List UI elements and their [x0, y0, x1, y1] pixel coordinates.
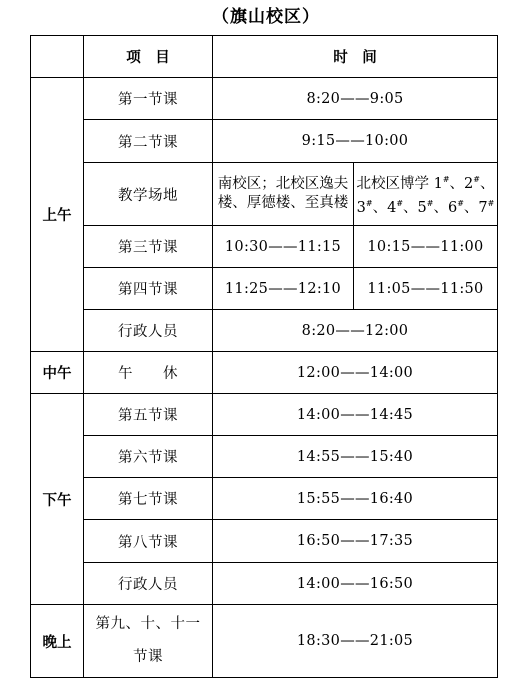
- time-cell: 12:00——14:00: [213, 352, 498, 394]
- item-cell: 第八节课: [84, 520, 213, 563]
- item-cell: 第五节课: [84, 394, 213, 436]
- item-cell: 第一节课: [84, 78, 213, 120]
- time-cell: 14:55——15:40: [213, 436, 498, 478]
- table-row: [31, 310, 498, 352]
- schedule-table: [30, 35, 498, 678]
- period-evening: 晚上: [31, 605, 84, 678]
- table-row: [31, 436, 498, 478]
- header-item: 项 目: [84, 36, 213, 78]
- table-row: [31, 120, 498, 163]
- item-cell: 第四节课: [84, 268, 213, 310]
- time-cell: 16:50——17:35: [213, 520, 498, 563]
- item-line-1: 第九、十、十一: [95, 616, 201, 632]
- item-line-2: 节课: [133, 649, 163, 665]
- item-cell: 第七节课: [84, 478, 213, 520]
- item-cell: 教学场地: [84, 163, 213, 226]
- table-row: [31, 478, 498, 520]
- period-afternoon: 下午: [31, 394, 84, 605]
- item-cell: 第三节课: [84, 226, 213, 268]
- item-cell: 第二节课: [84, 120, 213, 163]
- item-cell: 行政人员: [84, 310, 213, 352]
- time-cell: 9:15——10:00: [213, 120, 498, 163]
- location-north: 北校区博学 1#、2#、3#、4#、5#、6#、7#: [354, 163, 498, 226]
- time-cell: 14:00——14:45: [213, 394, 498, 436]
- table-row: [31, 163, 498, 226]
- table-row: [31, 563, 498, 605]
- time-cell: 15:55——16:40: [213, 478, 498, 520]
- table-row: [31, 226, 498, 268]
- time-cell-south: 10:30——11:15: [213, 226, 354, 268]
- item-cell: [84, 605, 213, 678]
- time-cell: 8:20——12:00: [213, 310, 498, 352]
- period-noon: 中午: [31, 352, 84, 394]
- time-cell: 14:00——16:50: [213, 563, 498, 605]
- table-row: [31, 605, 498, 678]
- item-cell: 行政人员: [84, 563, 213, 605]
- header-empty-cell: [31, 36, 84, 78]
- table-row: [31, 78, 498, 120]
- time-cell-north: 11:05——11:50: [354, 268, 498, 310]
- item-cell: 第六节课: [84, 436, 213, 478]
- item-cell: 午 休: [84, 352, 213, 394]
- period-morning: 上午: [31, 78, 84, 352]
- page-title: （旗山校区）: [212, 7, 320, 27]
- table-row: [31, 352, 498, 394]
- table-row: [31, 394, 498, 436]
- location-south: 南校区；北校区逸夫楼、厚德楼、至真楼: [213, 163, 354, 226]
- header-row: [31, 36, 498, 78]
- table-row: [31, 520, 498, 563]
- time-cell-south: 11:25——12:10: [213, 268, 354, 310]
- time-cell-north: 10:15——11:00: [354, 226, 498, 268]
- time-cell: 18:30——21:05: [213, 605, 498, 678]
- table-row: [31, 268, 498, 310]
- time-cell: 8:20——9:05: [213, 78, 498, 120]
- header-time: 时 间: [213, 36, 498, 78]
